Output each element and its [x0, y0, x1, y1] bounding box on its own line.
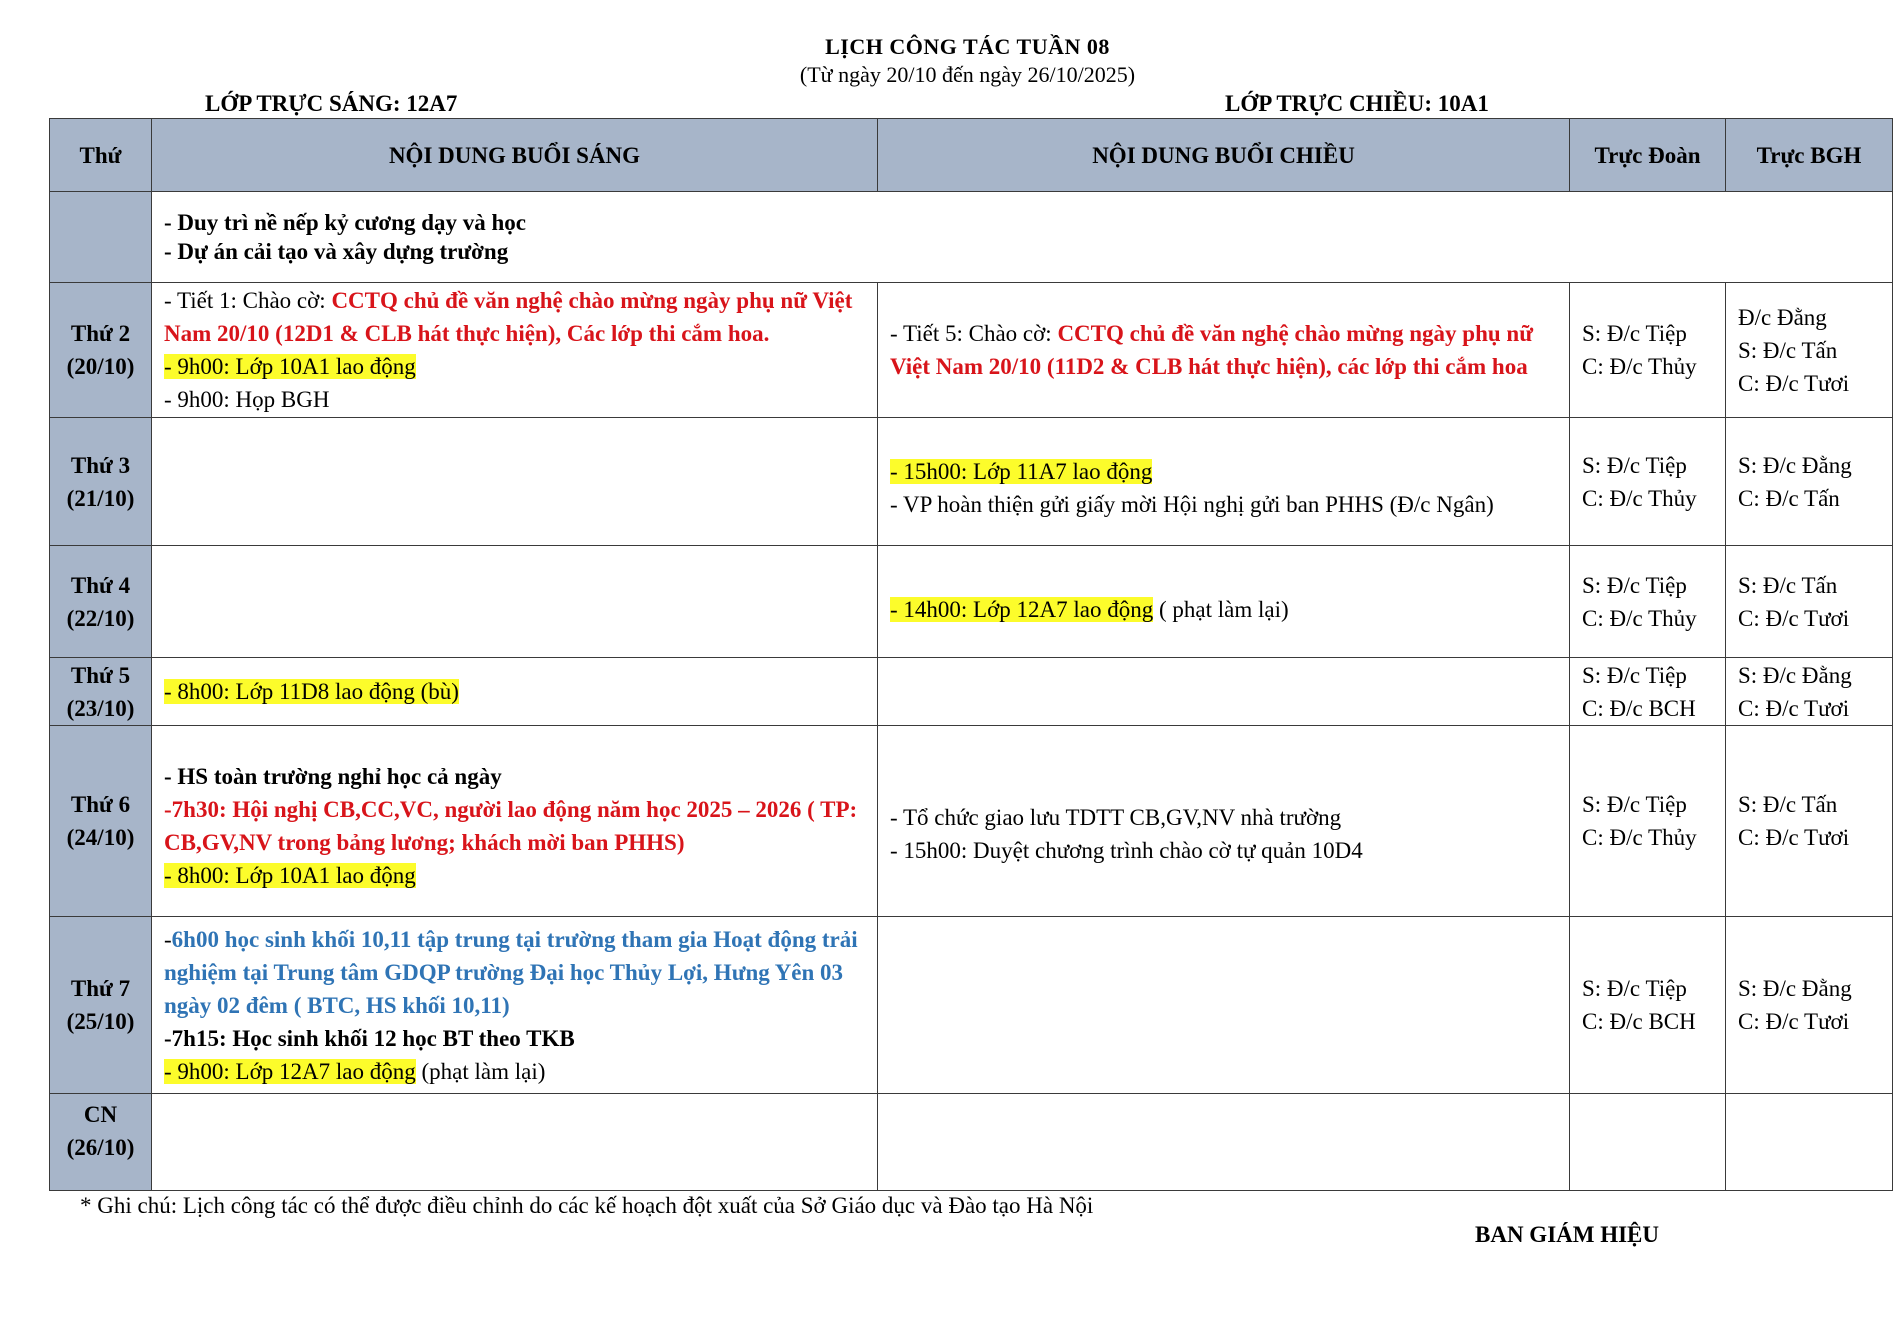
board-duty: C: Đ/c Tấn: [1738, 485, 1840, 511]
morning-cell: [152, 418, 878, 546]
union-duty-cell: [1570, 658, 1726, 726]
union-duty-afternoon: C: Đ/c Thủy: [1582, 605, 1697, 631]
afternoon-text-highlight: - 14h00: Lớp 12A7 lao động: [890, 597, 1154, 622]
union-duty-morning: S: Đ/c Tiệp: [1582, 321, 1687, 346]
union-duty-afternoon: C: Đ/c Thủy: [1582, 485, 1697, 511]
general-line: - Duy trì nề nếp kỷ cương dạy và học: [164, 210, 526, 235]
board-duty: Đ/c Đằng: [1738, 304, 1827, 330]
afternoon-text: - Tiết 5: Chào cờ:: [890, 321, 1058, 346]
day-date: (21/10): [66, 485, 135, 511]
union-duty-afternoon: C: Đ/c BCH: [1582, 695, 1696, 721]
general-row: [50, 192, 1893, 283]
morning-text: - Tiết 1: Chào cờ:: [164, 288, 332, 313]
column-header-union: Trực Đoàn: [1570, 119, 1726, 192]
day-cell: [50, 283, 152, 418]
day-label: Thứ 4: [70, 572, 131, 598]
table-row: [50, 1094, 1893, 1191]
table-row: [50, 658, 1893, 726]
board-duty: C: Đ/c Tươi: [1738, 370, 1850, 396]
board-duty-cell: [1726, 726, 1893, 917]
afternoon-text: - 15h00: Duyệt chương trình chào cờ tự quản 10D4: [890, 838, 1363, 863]
header-row: [50, 119, 1893, 192]
afternoon-duty-class: LỚP TRỰC CHIỀU: 10A1: [1225, 91, 1489, 116]
schedule-table: [49, 118, 1893, 1191]
board-duty: S: Đ/c Tấn: [1738, 572, 1838, 598]
board-duty-cell: [1726, 283, 1893, 418]
union-duty-cell: [1570, 283, 1726, 418]
morning-text-highlight: - 9h00: Lớp 10A1 lao động: [164, 354, 416, 379]
day-cell: [50, 1094, 152, 1191]
table-row: [50, 283, 1893, 418]
morning-text-highlight: - 8h00: Lớp 10A1 lao động: [164, 863, 416, 888]
general-notes: [152, 192, 1893, 283]
day-label: Thứ 3: [70, 452, 131, 478]
board-duty: S: Đ/c Đằng: [1738, 976, 1852, 1001]
day-date: (20/10): [66, 354, 135, 379]
afternoon-cell: [878, 546, 1570, 658]
union-duty-afternoon: C: Đ/c Thủy: [1582, 354, 1697, 379]
date-range: (Từ ngày 20/10 đến ngày 26/10/2025): [799, 62, 1136, 87]
afternoon-cell: [878, 658, 1570, 726]
page-title: LỊCH CÔNG TÁC TUẦN 08: [825, 34, 1110, 59]
union-duty-cell: [1570, 546, 1726, 658]
board-duty: C: Đ/c Tươi: [1738, 825, 1850, 850]
board-duty: S: Đ/c Tấn: [1738, 337, 1838, 363]
board-duty-cell: [1726, 1094, 1893, 1191]
day-date: (23/10): [66, 695, 135, 721]
board-duty: S: Đ/c Đằng: [1738, 452, 1852, 478]
day-cell: [50, 917, 152, 1094]
column-header-day: Thứ: [50, 119, 152, 192]
day-label: Thứ 6: [70, 792, 131, 817]
day-cell: [50, 726, 152, 917]
morning-text-red: -7h30: Hội nghị CB,CC,VC, người lao động năm học 2025 – 2026 ( TP: CB,GV,NV trong bảng lương; khách mời ban PHHS): [164, 797, 858, 855]
day-date: (24/10): [66, 825, 135, 850]
afternoon-text: - VP hoàn thiện gửi giấy mời Hội nghị gửi ban PHHS (Đ/c Ngân): [890, 491, 1494, 517]
day-label: CN: [83, 1102, 118, 1127]
board-duty: C: Đ/c Tươi: [1738, 1009, 1850, 1034]
board-duty: S: Đ/c Tấn: [1738, 792, 1838, 817]
union-duty-morning: S: Đ/c Tiệp: [1582, 452, 1687, 478]
union-duty-afternoon: C: Đ/c BCH: [1582, 1009, 1696, 1034]
afternoon-cell: [878, 283, 1570, 418]
board-duty: C: Đ/c Tươi: [1738, 605, 1850, 631]
afternoon-text: - Tổ chức giao lưu TDTT CB,GV,NV nhà trường: [890, 805, 1342, 830]
day-cell-empty: [50, 192, 152, 283]
union-duty-morning: S: Đ/c Tiệp: [1582, 976, 1687, 1001]
general-line: - Dự án cải tạo và xây dựng trường: [164, 239, 509, 264]
board-duty-cell: [1726, 546, 1893, 658]
morning-text-highlight: - 8h00: Lớp 11D8 lao động (bù): [164, 679, 459, 704]
union-duty-morning: S: Đ/c Tiệp: [1582, 792, 1687, 817]
morning-text-blue: 6h00 học sinh khối 10,11 tập trung tại trường tham gia Hoạt động trải nghiệm tại Trung tâm GDQP trường Đại học Thủy Lợi, Hưng Yên 03 ngày 02 đêm ( BTC, HS khối 10,11): [164, 926, 858, 1018]
afternoon-text-red: CCTQ chủ đề văn nghệ chào mừng ngày phụ nữ Việt Nam 20/10 (11D2 & CLB hát thực hiện), các lớp thi cắm hoa: [890, 321, 1534, 379]
afternoon-cell: [878, 1094, 1570, 1191]
day-cell: [50, 546, 152, 658]
table-row: [50, 726, 1893, 917]
morning-text: -: [164, 926, 172, 952]
union-duty-cell: [1570, 1094, 1726, 1191]
union-duty-cell: [1570, 418, 1726, 546]
morning-cell: [152, 546, 878, 658]
morning-text-red: CCTQ chủ đề văn nghệ chào mừng ngày phụ nữ Việt Nam 20/10 (12D1 & CLB hát thực hiện), Các lớp thi cắm hoa.: [164, 288, 853, 346]
column-header-morning: NỘI DUNG BUỔI SÁNG: [152, 119, 878, 192]
afternoon-cell: [878, 418, 1570, 546]
signature-label: BAN GIÁM HIỆU: [1475, 1222, 1660, 1247]
morning-cell: [152, 917, 878, 1094]
day-cell: [50, 658, 152, 726]
table-row: [50, 917, 1893, 1094]
day-label: Thứ 7: [70, 976, 131, 1001]
board-duty-cell: [1726, 418, 1893, 546]
table-row: [50, 546, 1893, 658]
afternoon-text: ( phạt làm lại): [1153, 597, 1289, 622]
board-duty-cell: [1726, 658, 1893, 726]
day-date: (22/10): [66, 605, 135, 631]
board-duty: S: Đ/c Đằng: [1738, 662, 1852, 688]
footnote: * Ghi chú: Lịch công tác có thể được điều chỉnh do các kế hoạch đột xuất của Sở Giáo dục và Đào tạo Hà Nội: [80, 1193, 1094, 1218]
afternoon-cell: [878, 917, 1570, 1094]
day-date: (26/10): [66, 1135, 135, 1160]
morning-text-bold: - HS toàn trường nghỉ học cả ngày: [164, 764, 502, 789]
board-duty-cell: [1726, 917, 1893, 1094]
morning-duty-class: LỚP TRỰC SÁNG: 12A7: [205, 91, 458, 116]
morning-cell: [152, 658, 878, 726]
board-duty: C: Đ/c Tươi: [1738, 695, 1850, 721]
morning-text-highlight: - 9h00: Lớp 12A7 lao động: [164, 1058, 416, 1084]
day-label: Thứ 2: [70, 321, 131, 346]
morning-text: (phạt làm lại): [415, 1058, 546, 1084]
column-header-afternoon: NỘI DUNG BUỔI CHIỀU: [878, 119, 1570, 192]
union-duty-cell: [1570, 726, 1726, 917]
union-duty-cell: [1570, 917, 1726, 1094]
morning-cell: [152, 1094, 878, 1191]
union-duty-morning: S: Đ/c Tiệp: [1582, 662, 1687, 688]
day-label: Thứ 5: [70, 662, 131, 688]
morning-cell: [152, 726, 878, 917]
afternoon-text-highlight: - 15h00: Lớp 11A7 lao động: [890, 458, 1153, 484]
table-row: [50, 418, 1893, 546]
morning-text: - 9h00: Họp BGH: [164, 387, 330, 412]
afternoon-cell: [878, 726, 1570, 917]
morning-text-bold: -7h15: Học sinh khối 12 học BT theo TKB: [164, 1025, 575, 1051]
union-duty-afternoon: C: Đ/c Thủy: [1582, 825, 1697, 850]
morning-cell: [152, 283, 878, 418]
column-header-board: Trực BGH: [1726, 119, 1893, 192]
day-cell: [50, 418, 152, 546]
day-date: (25/10): [66, 1009, 135, 1034]
union-duty-morning: S: Đ/c Tiệp: [1582, 572, 1687, 598]
